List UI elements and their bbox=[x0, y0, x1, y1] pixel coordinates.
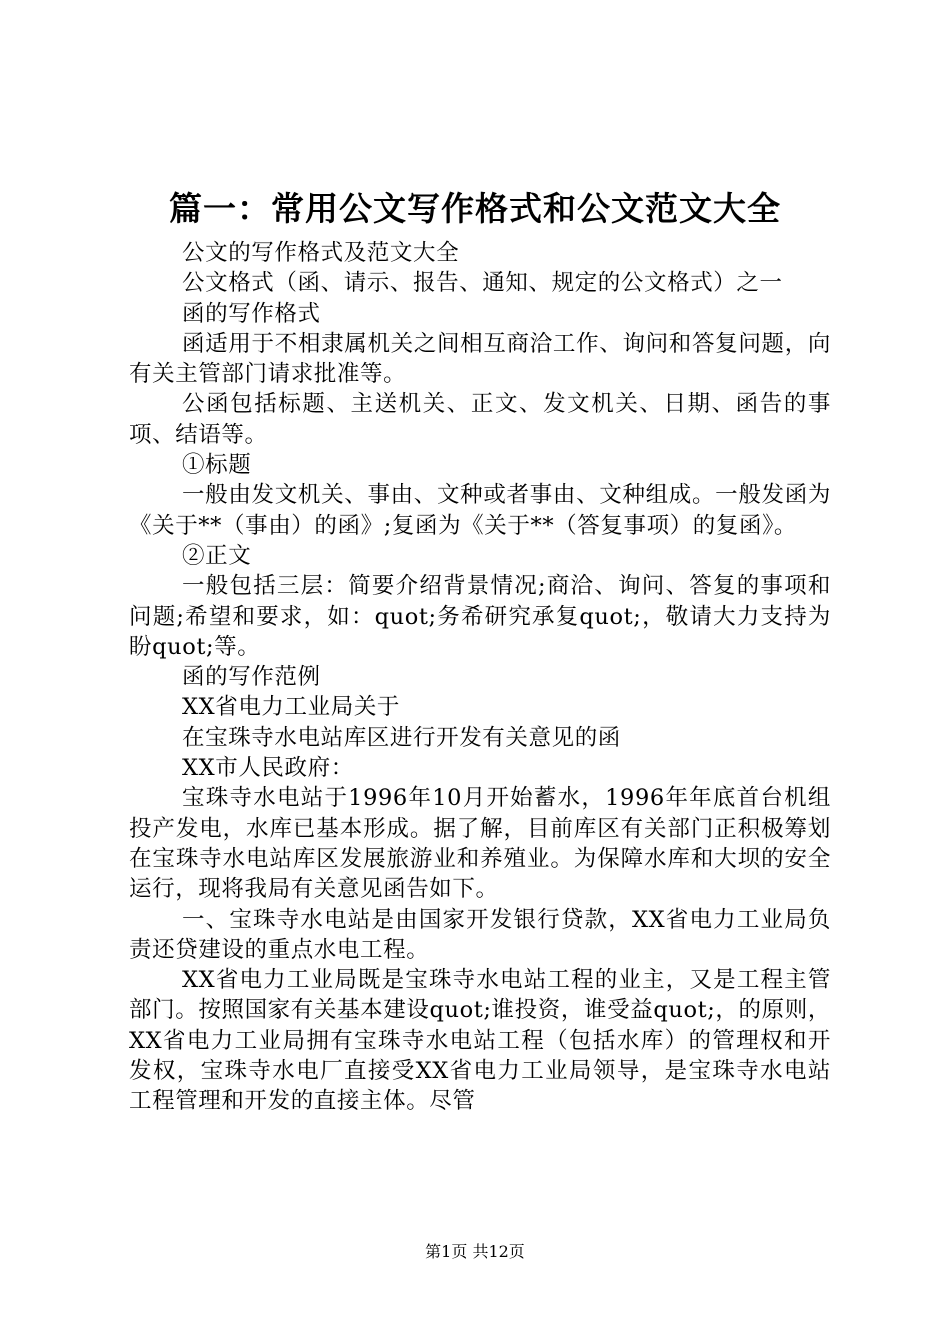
document-body bbox=[129, 238, 831, 1117]
paragraph: 在宝珠寺水电站库区进行开发有关意见的函 bbox=[182, 724, 621, 751]
paragraph: 公函包括标题、主送机关、正文、发文机关、日期、函告的事项、结语等。 bbox=[129, 391, 831, 448]
paragraph: 宝珠寺水电站于1996年10月开始蓄水，1996年年底首台机组投产发电，水库已基本形成。据了解，目前库区有关部门正积极筹划在宝珠寺水电站库区发展旅游业和养殖业。为保障水库和大坝的安全运行，现将我局有关意见函告如下。 bbox=[129, 785, 831, 903]
paragraph: XX省电力工业局既是宝珠寺水电站工程的业主，又是工程主管部门。按照国家有关基本建设quot;谁投资，谁受益quot;，的原则，XX省电力工业局拥有宝珠寺水电站工程（包括水库）的管理权和开发权，宝珠寺水电厂直接受XX省电力工业局领导，是宝珠寺水电站工程管理和开发的直接主体。尽管 bbox=[129, 967, 831, 1115]
paragraph: 一、宝珠寺水电站是由国家开发银行贷款，XX省电力工业局负责还贷建设的重点水电工程。 bbox=[129, 906, 831, 963]
paragraph: 函适用于不相隶属机关之间相互商洽工作、询问和答复问题，向有关主管部门请求批准等。 bbox=[129, 330, 831, 388]
paragraph: 公文的写作格式及范文大全 bbox=[182, 240, 460, 266]
paragraph: 一般由发文机关、事由、文种或者事由、文种组成。一般发函为《关于**（事由）的函》;复函为《关于**（答复事项）的复函》。 bbox=[129, 482, 831, 539]
paragraph: 函的写作格式 bbox=[182, 300, 321, 327]
paragraph: ②正文 bbox=[182, 542, 252, 569]
paragraph: 函的写作范例 bbox=[182, 664, 321, 691]
paragraph: XX省电力工业局关于 bbox=[182, 694, 401, 721]
document-title: 篇一：常用公文写作格式和公文范文大全 bbox=[169, 189, 781, 228]
paragraph: 公文格式（函、请示、报告、通知、规定的公文格式）之一 bbox=[182, 270, 783, 297]
paragraph: 一般包括三层：简要介绍背景情况;商洽、询问、答复的事项和问题;希望和要求，如：quot;务希研究承复quot;，敬请大力支持为盼quot;等。 bbox=[129, 573, 831, 660]
paragraph: ①标题 bbox=[182, 452, 252, 479]
page-footer: 第1页 共12页 bbox=[425, 1242, 525, 1261]
paragraph: XX市人民政府： bbox=[182, 755, 354, 782]
